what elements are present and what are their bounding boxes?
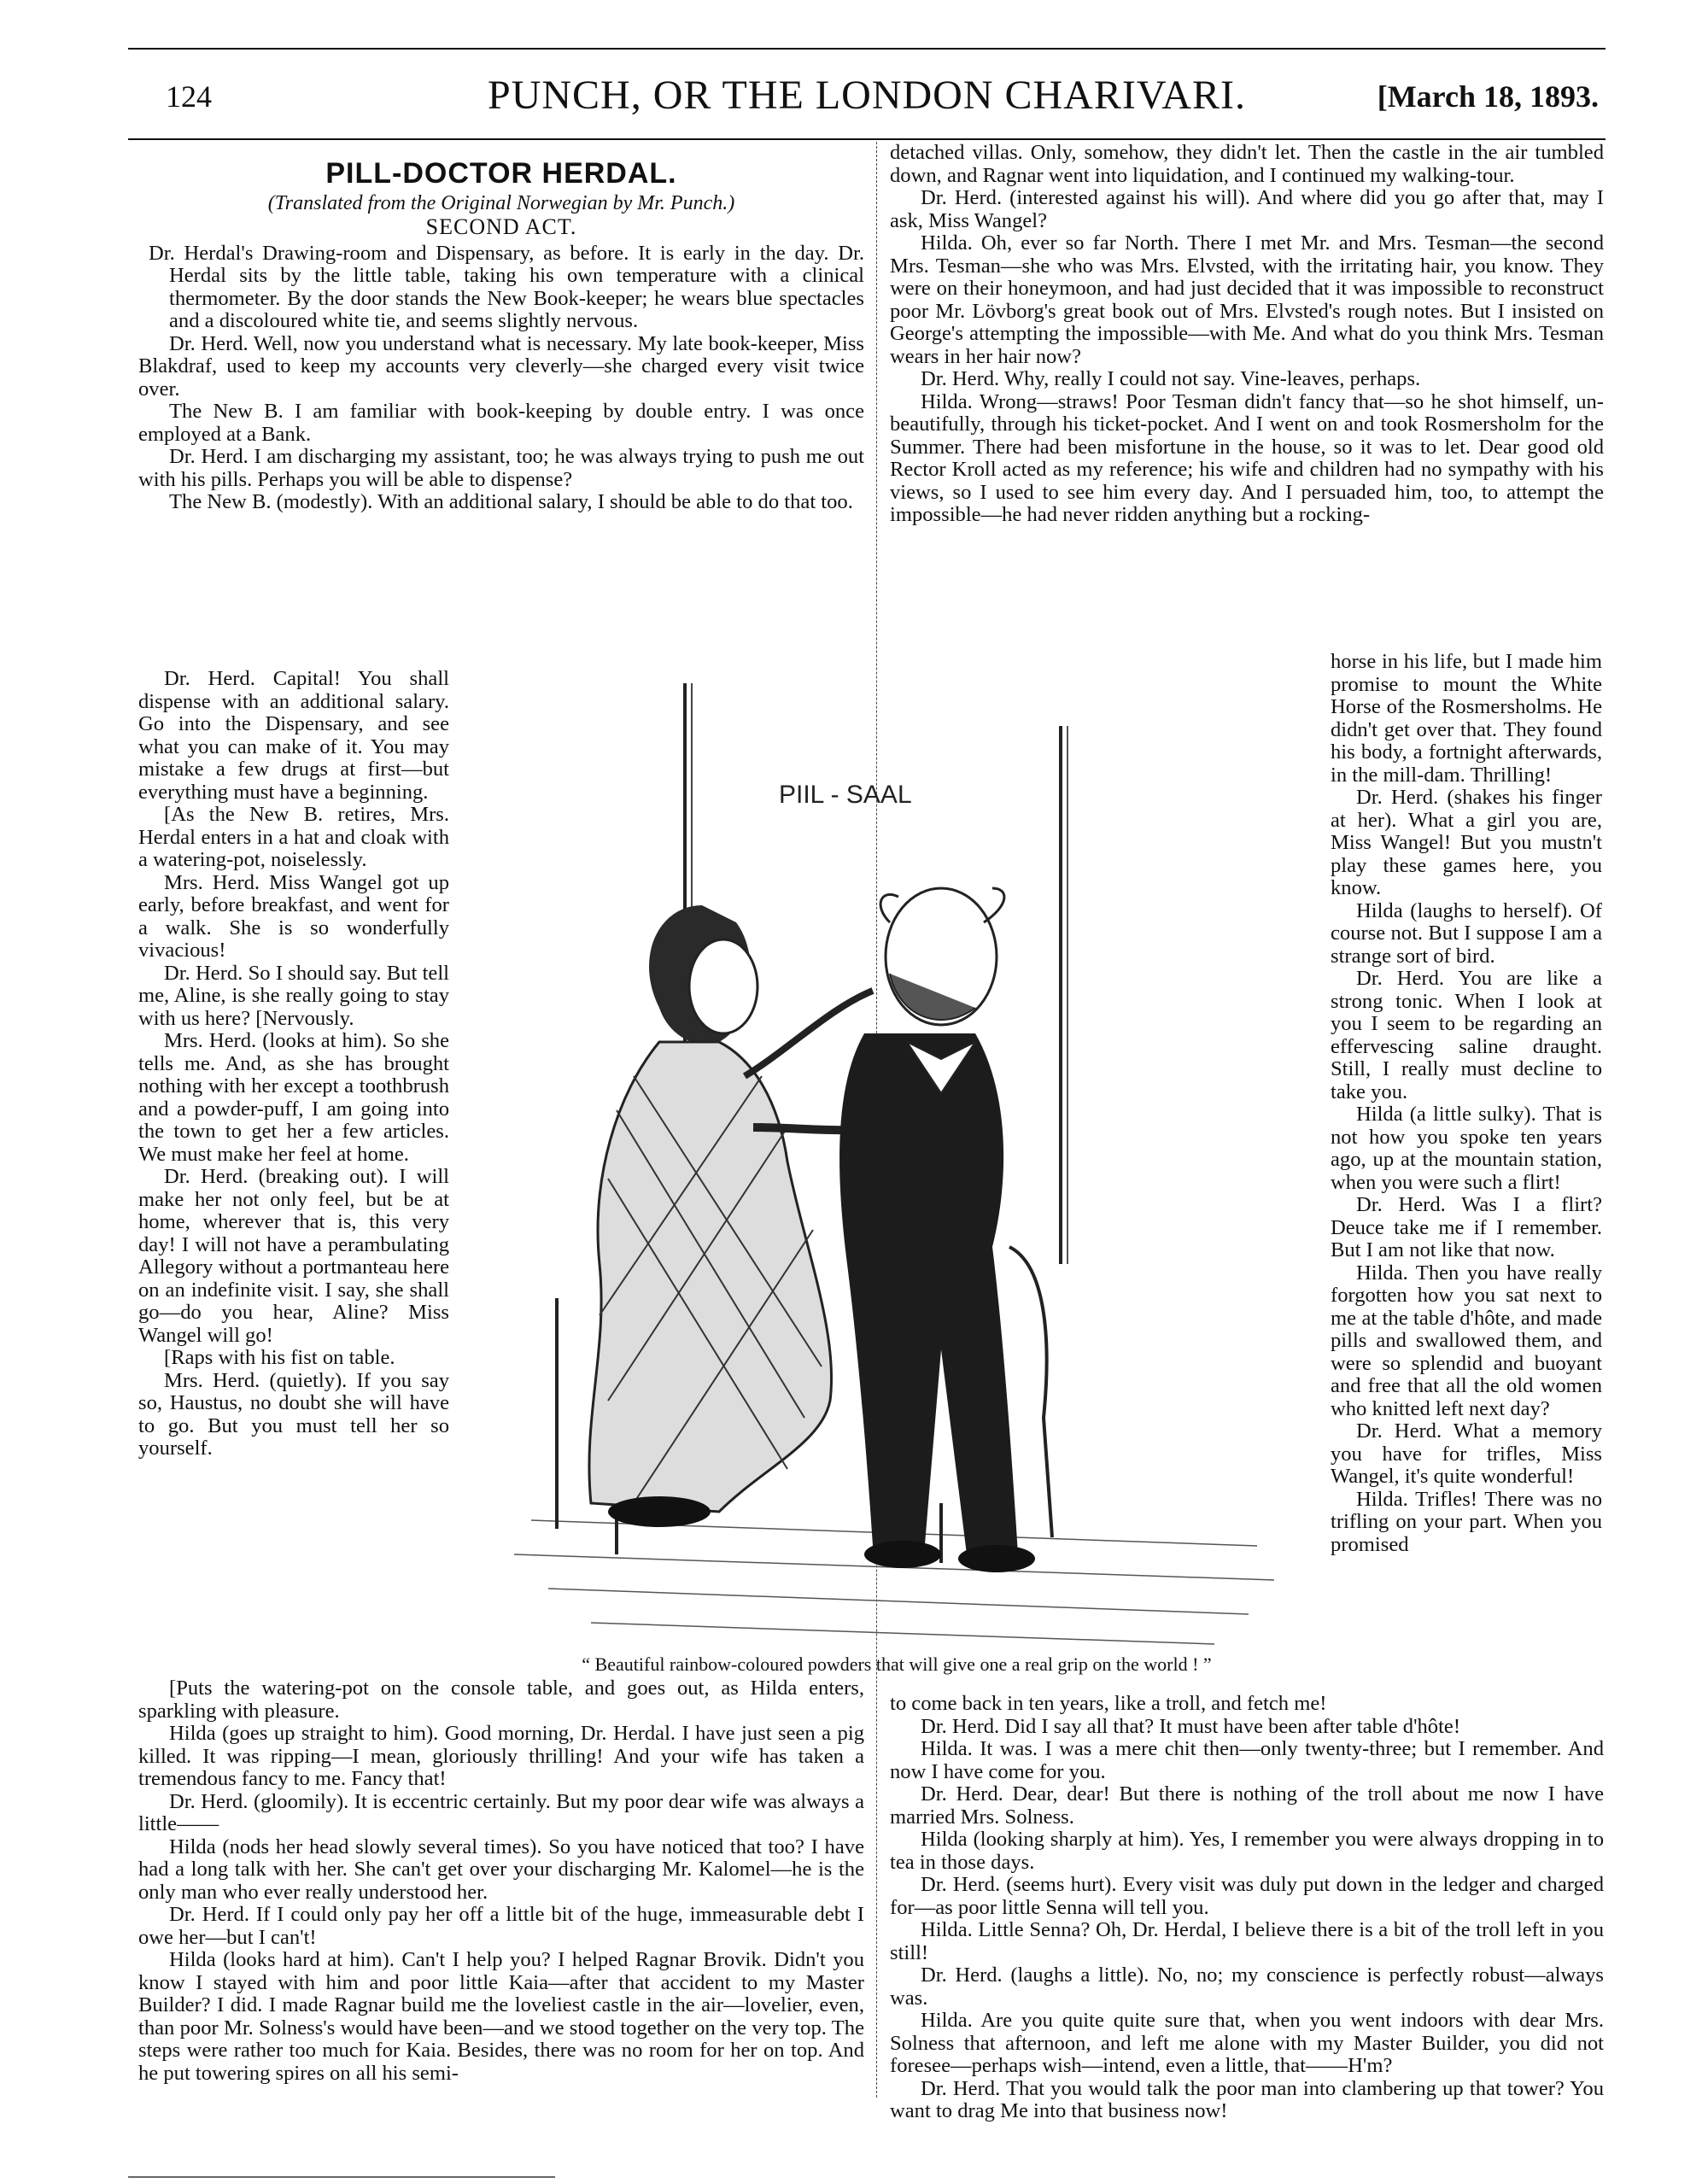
paragraph: Dr. Herd. I am discharging my assistant, too; he was always trying to push me out with his pills. Perhaps you will be able to dispense? xyxy=(138,445,864,491)
paragraph: Mrs. Herd. (looks at him). So she tells me. And, as she has brought nothing with her except a toothbrush and a powder-puff, I am going into the town to get her a few articles. We must make her feel at home. xyxy=(138,1029,449,1166)
page-number: 124 xyxy=(166,79,212,114)
paragraph: The New B. (modestly). With an additional salary, I should be able to do that too. xyxy=(169,490,853,513)
paragraph: [Puts the watering-pot on the console table, and goes out, as Hilda enters, sparkling with pleasure. xyxy=(138,1677,864,1723)
paragraph: The New B. I am familiar with book-keeping by double entry. I was once employed at a Bank. xyxy=(138,400,864,446)
paragraph: Dr. Herd. (shakes his finger at her). What a girl you are, Miss Wangel! But you mustn't play these games here, you know. xyxy=(1331,786,1602,899)
paragraph: Dr. Herd. (breaking out). I will make her not only feel, but be at home, wherever that is, this very day! I will not have a perambulating Allegory without a portmanteau here on an indefinite visit. I say, she shall go—do you hear, Aline? Miss Wangel will go! xyxy=(138,1165,449,1347)
paragraph: Hilda (looking sharply at him). Yes, I remember you were always dropping in to tea in those days. xyxy=(890,1828,1604,1874)
paragraph: Dr. Herd. Well, now you understand what is necessary. My late book-keeper, Miss Blakdraf, used to keep my accounts very cleverly—she charged every visit twice over. xyxy=(138,331,864,401)
paragraph: detached villas. Only, somehow, they didn't let. Then the castle in the air tumbled down, and Ragnar went into liquidation, and I continued my walking-tour. xyxy=(890,141,1604,187)
paragraph: Dr. Herd. Was I a flirt? Deuce take me if I remember. But I am not like that now. xyxy=(1331,1193,1602,1261)
left-column-top xyxy=(138,152,864,514)
right-column-bottom xyxy=(890,1693,1604,2123)
paragraph: Dr. Herd. Capital! You shall dispense with an additional salary. Go into the Dispensary, and see what you can make of it. You may mistake a few drugs at first—but everything must have a beginning. xyxy=(138,667,449,804)
paragraph: Hilda. It was. I was a mere chit then—only twenty-three; but I remember. And now I have come for you. xyxy=(890,1737,1604,1783)
paragraph: Dr. Herd. What a memory you have for trifles, Miss Wangel, it's quite wonderful! xyxy=(1331,1419,1602,1488)
paragraph: [As the New B. retires, Mrs. Herdal enters in a hat and cloak with a watering-pot, noiselessly. xyxy=(138,803,449,871)
act-heading: SECOND ACT. xyxy=(425,214,577,239)
paragraph: Dr. Herd. If I could only pay her off a little bit of the huge, immeasurable debt I owe her—but I can't! xyxy=(138,1903,864,1949)
paragraph: Dr. Herd. (seems hurt). Every visit was duly put down in the ledger and charged for—as poor little Senna will tell you. xyxy=(890,1873,1604,1919)
paragraph: Hilda. Are you quite quite sure that, when you went indoors with dear Mrs. Solness that afternoon, and left me alone with my Master Builder, you did not foresee—perhaps wish—intend, even a little, that——H'm? xyxy=(890,2009,1604,2077)
right-column-top xyxy=(890,142,1604,527)
page-header xyxy=(128,60,1606,140)
paragraph: Dr. Herd. You are like a strong tonic. When I look at you I seem to be regarding an effervescing saline draught. Still, I really must decline to take you. xyxy=(1331,967,1602,1103)
paragraph: Dr. Herd. Did I say all that? It must have been after table d'hôte! xyxy=(921,1714,1461,1738)
paragraph: Dr. Herd. (laughs a little). No, no; my conscience is perfectly robust—always was. xyxy=(890,1964,1604,2010)
page xyxy=(128,60,1606,2122)
paragraph: Hilda (laughs to herself). Of course not. But I suppose I am a strange sort of bird. xyxy=(1331,898,1602,968)
paragraph: Mrs. Herd. (quietly). If you say so, Haustus, no doubt she will have to go. But you must tell her so yourself. xyxy=(138,1368,449,1460)
bottom-rule xyxy=(128,2176,555,2178)
paragraph: Dr. Herd. (interested against his will). And where did you go after that, may I ask, Miss Wangel? xyxy=(890,186,1604,232)
issue-date: [March 18, 1893. xyxy=(1377,79,1599,114)
paragraph: Dr. Herd. Why, really I could not say. Vine-leaves, perhaps. xyxy=(921,367,1421,390)
pill-saal-sign: PIIL - SAAL xyxy=(779,781,912,809)
paragraph: Hilda (a little sulky). That is not how you spoke ten years ago, up at the mountain station, when you were such a flirt! xyxy=(1331,1103,1602,1194)
right-narrow-column xyxy=(1331,651,1602,1556)
paragraph: Hilda. Wrong—straws! Poor Tesman didn't fancy that—so he shot himself, un-beautifully, through his ticket-pocket. And I went on and took Rosmersholm for the Summer. There had been misfortune in the house, so it was to let. Dear good old Rector Kroll acted as my reference; his wife and children had no sympathy with his views, so I used to see him every day. And I persuaded him, too, to attempt the impossible—he had never ridden anything but a rocking- xyxy=(890,389,1604,526)
article-subtitle: (Translated from the Original Norwegian by Mr. Punch.) xyxy=(267,191,735,214)
paragraph: Hilda. Little Senna? Oh, Dr. Herdal, I believe there is a bit of the troll left in you still! xyxy=(890,1918,1604,1964)
paragraph: Dr. Herd. So I should say. But tell me, Aline, is she really going to stay with us here? [Nervously. xyxy=(138,961,449,1030)
top-rule xyxy=(128,48,1606,50)
running-head: PUNCH, OR THE LONDON CHARIVARI. xyxy=(488,73,1246,118)
illustration-hilda-and-dr-herdal xyxy=(463,649,1317,1650)
paragraph: Hilda. Trifles! There was no trifling on your part. When you promised xyxy=(1331,1487,1602,1556)
paragraph: Dr. Herd. That you would talk the poor man into clambering up that tower? You want to drag Me into that business now! xyxy=(890,2076,1604,2122)
paragraph: Hilda (goes up straight to him). Good morning, Dr. Herdal. I have just seen a pig killed. It was ripping—I mean, gloriously thrilling! And your wife has taken a tremendous fancy to me. Fancy that! xyxy=(138,1722,864,1790)
left-narrow-column xyxy=(138,668,449,1460)
paragraph: Dr. Herd. (gloomily). It is eccentric certainly. But my poor dear wife was always a little—— xyxy=(138,1789,864,1835)
paragraph: Dr. Herd. Dear, dear! But there is nothing of the troll about me now I have married Mrs. Solness. xyxy=(890,1782,1604,1829)
paragraph: Hilda (looks hard at him). Can't I help you? I helped Ragnar Brovik. Didn't you know I stayed with him and poor little Kaia—after that accident to my Master Builder? I did. I made Ragnar build me the loveliest castle in the air—lovelier, even, than poor Mr. Solness's would have been—and we stood together on the very top. The steps were rather too much for Kaia. Besides, there was no room for her on top. And he put towering spires on all his semi- xyxy=(138,1948,864,2085)
paragraph: to come back in ten years, like a troll, and fetch me! xyxy=(890,1692,1327,1715)
paragraph: Mrs. Herd. Miss Wangel got up early, before breakfast, and went for a walk. She is so wonderfully vivacious! xyxy=(138,870,449,962)
paragraph: Hilda. Then you have really forgotten how you sat next to me at the table d'hôte, and made pills and swallowed them, and were so splendid and buoyant and free that all the old women who knitted left next day? xyxy=(1331,1261,1602,1420)
paragraph: horse in his life, but I made him promise to mount the White Horse of the Rosmersholms. He didn't get over that. They found his body, a fortnight afterwards, in the mill-dam. Thrilling! xyxy=(1331,650,1602,787)
opening-stage-direction: Dr. Herdal's Drawing-room and Dispensary, as before. It is early in the day. Dr. Herdal sits by the little table, taking his own temperature with a clinical thermometer. By the door stands the New Book-keeper; he wears blue spectacles and a discoloured white tie, and seems slightly nervous. xyxy=(149,241,864,332)
article-title: PILL-DOCTOR HERDAL. xyxy=(325,157,677,190)
paragraph: [Raps with his fist on table. xyxy=(164,1346,395,1369)
paragraph: Hilda. Oh, ever so far North. There I met Mr. and Mrs. Tesman—the second Mrs. Tesman—she who was Mrs. Elvsted, with the irritating hair, you know. They were on their honeymoon, and had just decided that it was impossible to reconstruct poor Mr. Lövborg's great book out of Mrs. Elvsted's rough notes. But I insisted on George's attempting the impossible—with Me. And what do you think Mrs. Tesman wears in her hair now? xyxy=(890,231,1604,368)
illustration-caption: “ Beautiful rainbow-coloured powders that will give one a real grip on the world ! ” xyxy=(582,1653,1212,1675)
left-column-bottom xyxy=(138,1677,864,2085)
paragraph: Hilda (nods her head slowly several times). So you have noticed that too? I have had a long talk with her. She can't get over your discharging Mr. Kalomel—he is the only man who ever really understood her. xyxy=(138,1835,864,1904)
